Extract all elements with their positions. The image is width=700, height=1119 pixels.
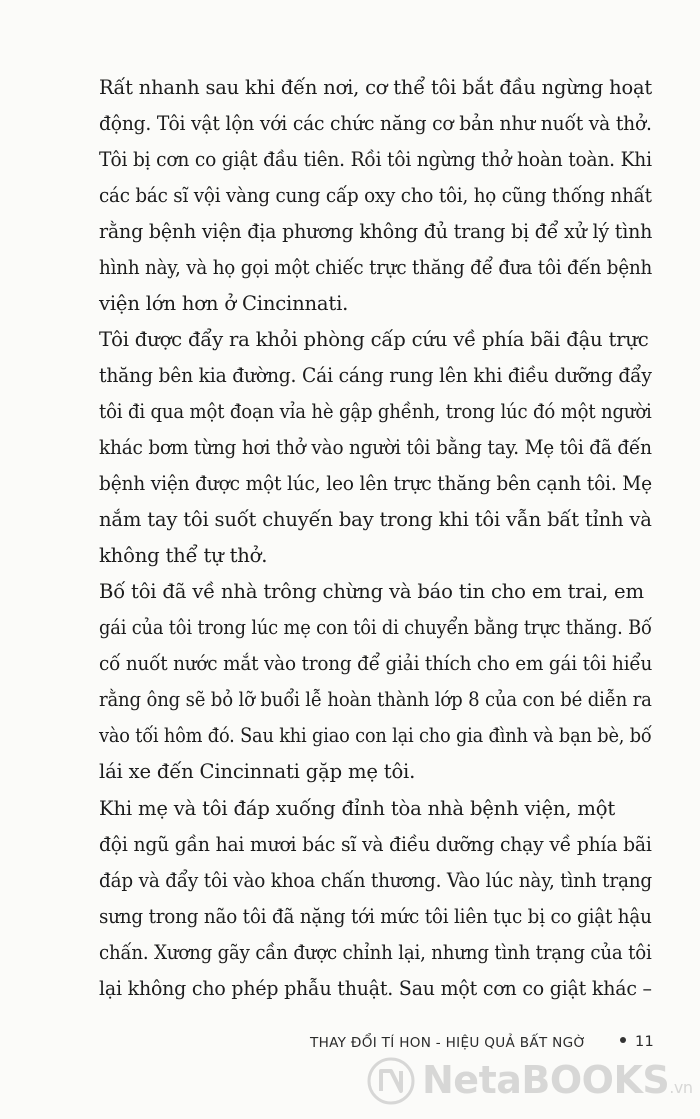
text-line: đáp và đẩy tôi vào khoa chấn thương. Vào lúc này, tình trạng [99, 869, 653, 892]
watermark [366, 1050, 696, 1112]
text-line: Bố tôi đã về nhà trông chừng và báo tin cho em trai, em [99, 580, 644, 603]
text-line: rằng bệnh viện địa phương không đủ trang bị để xử lý tình [99, 220, 653, 243]
text-line: Tôi bị cơn co giật đầu tiên. Rồi tôi ngừng thở hoàn toàn. Khi [99, 148, 652, 171]
watermark-brand: NetaBOOKS.vn [422, 1058, 693, 1102]
paragraph-2 [99, 322, 652, 574]
text-line: Rất nhanh sau khi đến nơi, cơ thể tôi bắt đầu ngừng hoạt [99, 76, 653, 99]
text-line: gái của tôi trong lúc mẹ con tôi di chuyển bằng trực thăng. Bố [99, 616, 652, 639]
text-line: thăng bên kia đường. Cái cáng rung lên khi điều dưỡng đẩy [99, 364, 652, 387]
text-line: lại không cho phép phẫu thuật. Sau một cơn co giật khác – [99, 977, 652, 1000]
text-line: hình này, và họ gọi một chiếc trực thăng để đưa tôi đến bệnh [99, 256, 653, 279]
paragraph-1 [99, 70, 652, 322]
text-line: các bác sĩ vội vàng cung cấp oxy cho tôi, họ cũng thống nhất [99, 184, 652, 207]
text-line: bệnh viện được một lúc, leo lên trực thăng bên cạnh tôi. Mẹ [99, 472, 652, 495]
text-line: chấn. Xương gãy cần được chỉnh lại, nhưng tình trạng của tôi [99, 941, 652, 964]
text-line: Tôi được đẩy ra khỏi phòng cấp cứu về phía bãi đậu trực [99, 328, 649, 351]
paragraph-4 [99, 791, 652, 1007]
text-line: nắm tay tôi suốt chuyến bay trong khi tôi vẫn bất tỉnh và [99, 508, 652, 531]
text-line: không thể tự thở. [99, 544, 268, 567]
text-line: vào tối hôm đó. Sau khi giao con lại cho gia đình và bạn bè, bố [99, 724, 652, 747]
page-number: 11 [635, 1034, 655, 1050]
paragraph-3 [99, 574, 652, 790]
netabooks-logo-icon [366, 1056, 416, 1106]
running-title: THAY ĐỔI TÍ HON - HIỆU QUẢ BẤT NGỜ [310, 1035, 587, 1051]
text-line: tôi đi qua một đoạn vỉa hè gập ghềnh, trong lúc đó một người [99, 400, 652, 423]
bullet-separator-icon [620, 1037, 626, 1043]
text-line: sưng trong não tôi đã nặng tới mức tôi liên tục bị co giật hậu [99, 905, 652, 928]
text-line: Khi mẹ và tôi đáp xuống đỉnh tòa nhà bệnh viện, một [99, 797, 616, 820]
text-line: khác bơm từng hơi thở vào người tôi bằng tay. Mẹ tôi đã đến [99, 436, 652, 459]
text-line: động. Tôi vật lộn với các chức năng cơ bản như nuốt và thở. [99, 112, 652, 135]
text-line: lái xe đến Cincinnati gặp mẹ tôi. [99, 760, 416, 783]
text-line: rằng ông sẽ bỏ lỡ buổi lễ hoàn thành lớp 8 của con bé diễn ra [99, 688, 652, 711]
text-line: đội ngũ gần hai mươi bác sĩ và điều dưỡng chạy về phía bãi [99, 833, 652, 856]
text-line: cố nuốt nước mắt vào trong để giải thích cho em gái tôi hiểu [99, 652, 653, 675]
text-line: viện lớn hơn ở Cincinnati. [99, 292, 349, 315]
